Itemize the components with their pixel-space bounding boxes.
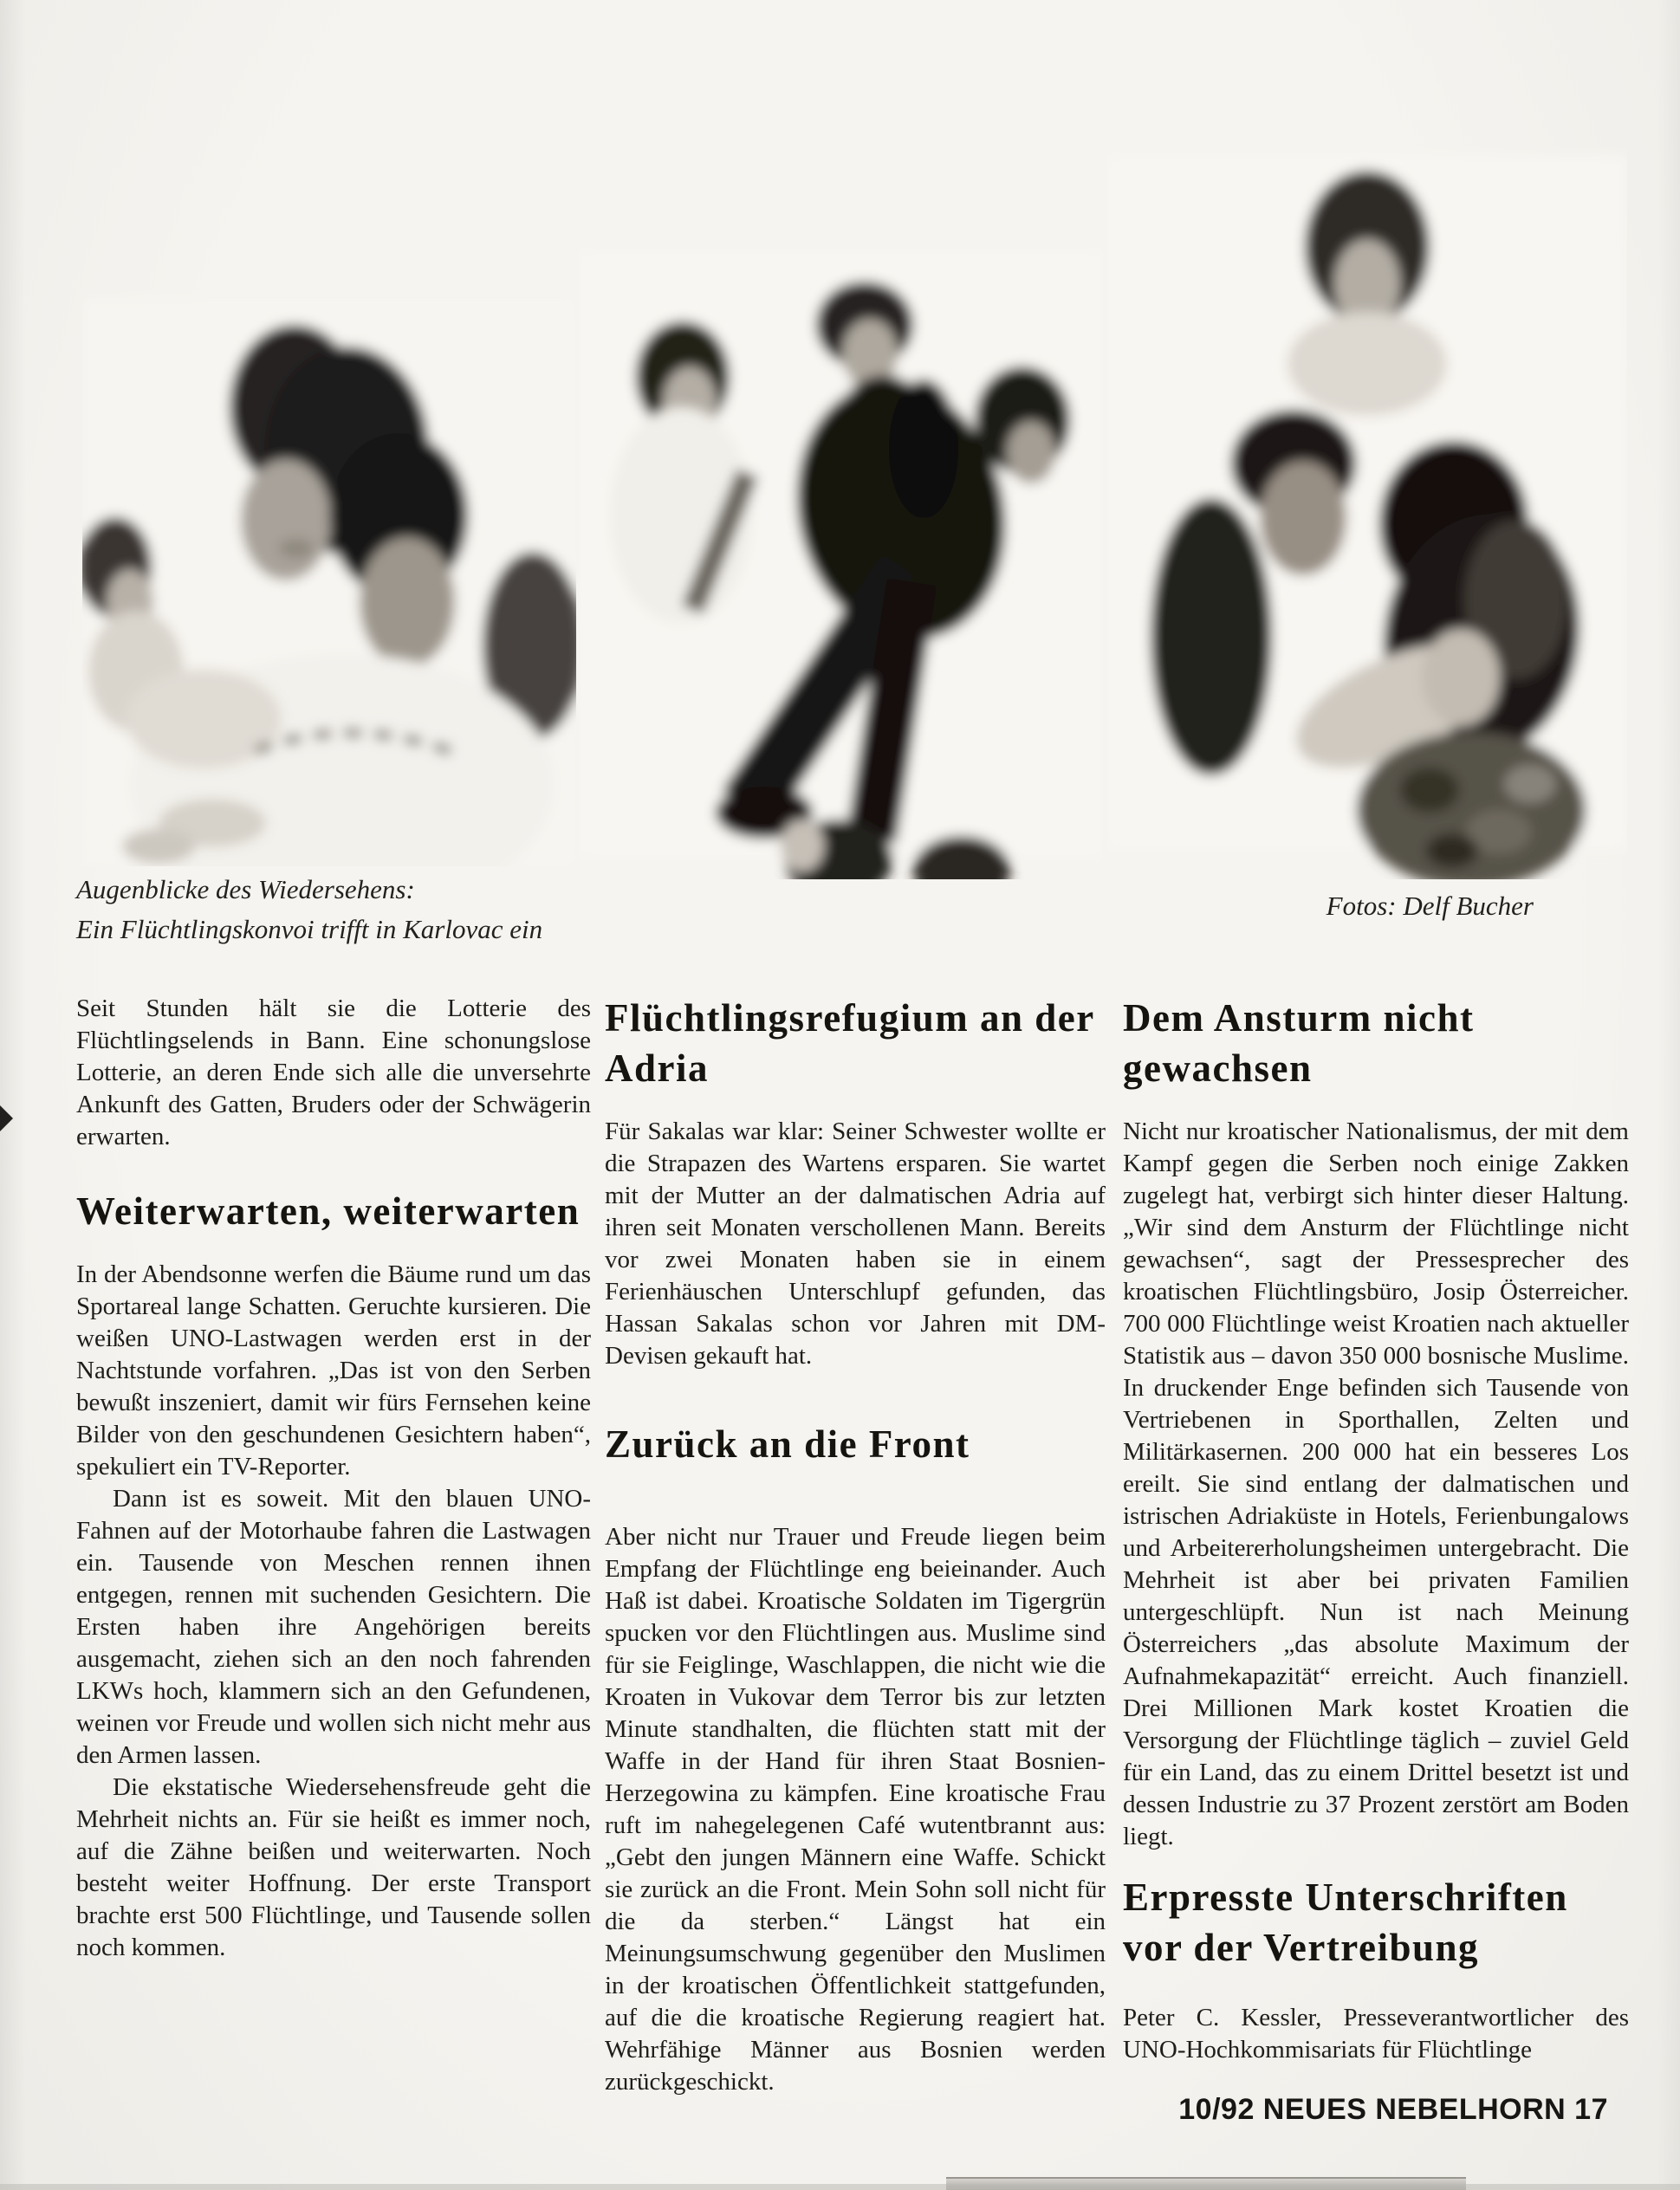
photo-middle-art [579, 217, 1103, 879]
col2-paragraph-2: Aber nicht nur Trauer und Freude liegen beim Empfang der Flüchtlinge eng beieinander. Auch Haß ist dabei. Kroatische Soldaten im Tigergrün spucken vor den Flüchtlingen aus. Muslime sind für sie Feiglinge, Waschlappen, die nicht wie die Kroaten in Vukovar dem Terror bis zur letzten Minute standhalten, die flüchten statt mit der Waffe in der Hand für ihren Staat Bosnien-Herzegowina zu kämpfen. Eine kroatische Frau ruft im nahegelegenen Café wutentbrannt aus: „Gebt den jungen Männern eine Waffe. Schickt sie zurück an die Front. Mein Sohn soll nicht für die da sterben.“ Längst hat ein Meinungsumschwung gegenüber den Muslimen in der kroatischen Öffentlichkeit stattgefunden, auf die die kroatische Regierung reagiert hat. Wehrfähige Männer aus Bosnien werden zurückgeschickt. [605, 1523, 1106, 2096]
col2-heading-1: Flüchtlingsrefugium an der Adria [605, 996, 1094, 1090]
photo-left [82, 221, 576, 866]
photo-left-art [82, 221, 576, 866]
col3-heading-1: Dem Ansturm nicht gewachsen [1123, 996, 1475, 1090]
column-3 [1123, 993, 1629, 2066]
photo-caption [76, 870, 631, 949]
col3-paragraph-1: Nicht nur kroatischer Nationalismus, der mit dem Kampf gegen die Serben noch einige Zakken zugelegt hat, verbirgt sich hinter dieser Haltung. „Wir sind dem Ansturm der Flüchtlinge nicht gewachsen“, sagt der Pressesprecher des kroatischen Flüchtlingsbüro, Josip Österreicher. 700 000 Flüchtlinge weist Kroatien nach aktueller Statistik aus – davon 350 000 bosnische Muslime. In druckender Enge befinden sich Tausende von Vertriebenen in Sporthallen, Zelten und Militärkasernen. 200 000 hat ein besseres Los ereilt. Sie sind entlang der dalmatischen und istrischen Adriaküste in Hotels, Ferienbungalows und Arbeitererholungsheimen untergebracht. Die Mehrheit ist aber bei privaten Familien untergeschlüpft. Nun ist nach Meinung Österreichers „das absolute Maximum der Aufnahmekapazität“ erreicht. Auch finanziell. Drei Millionen Mark kostet Kroatien die Versorgung der Flüchtlinge täglich – zuviel Geld für ein Land, das zu einem Drittel besetzt ist und dessen Industrie zu 37 Prozent zerstört am Boden liegt. [1123, 1118, 1629, 1850]
photo-credit: Fotos: Delf Bucher [1326, 891, 1534, 921]
page-footer: 10/92 NEUES NEBELHORN 17 [1178, 2093, 1608, 2126]
col2-heading-2: Zurück an die Front [605, 1422, 970, 1466]
photo-caption-line2: Ein Flüchtlingskonvoi trifft in Karlovac ein [76, 914, 543, 944]
col1-paragraph-1: In der Abendsonne werfen die Bäume rund um das Sportareal lange Schatten. Geruchte kursieren. Die weißen UNO-Lastwagen werden erst in der Nachtstunde vorfahren. „Das ist von den Serben bewußt inszeniert, damit wir fürs Fernsehen keine Bilder von den geschundenen Gesichtern haben“, spekuliert ein TV-Reporter. [76, 1260, 591, 1481]
col1-paragraph-3: Die ekstatische Wiedersehensfreude geht die Mehrheit nichts an. Für sie heißt es immer noch, auf die Zähne beißen und weiterwarten. Noch besteht weiter Hoffnung. Der erste Transport brachte erst 500 Flüchtlinge, und Tausende sollen noch kommen. [76, 1773, 591, 1961]
col1-heading: Weiterwarten, weiterwarten [76, 1189, 581, 1233]
photo-right-art [1107, 147, 1627, 879]
column-1 [76, 993, 591, 1964]
col1-paragraph-2: Dann ist es soweit. Mit den blauen UNO-Fahnen auf der Motorhaube fahren die Lastwagen ein. Tausende von Meschen rennen ihnen entgegen, rennen mit suchenden Gesichtern. Die Ersten haben ihre Angehörigen bereits ausgemacht, ziehen sich an den noch fahrenden LKWs hoch, klammern sich an den Gefundenen, weinen vor Freude und wollen sich nicht mehr aus den Armen lassen. [76, 1485, 591, 1769]
scan-bottom-edge [0, 2184, 1680, 2190]
col1-intro-paragraph: Seit Stunden hält sie die Lotterie des Flüchtlingselends in Bann. Eine schonungslose Lotterie, an deren Ende sich alle die unversehrte Ankunft des Gatten, Bruders oder der Schwägerin erwarten. [76, 995, 591, 1150]
scan-edge-mark [0, 1105, 13, 1131]
col2-paragraph-1: Für Sakalas war klar: Seiner Schwester wollte er die Strapazen des Wartens ersparen. Sie wartet mit der Mutter an der dalmatischen Adria auf ihren seit Monaten verschollenen Mann. Bereits vor zwei Monaten haben sie in einem Ferienhäuschen Unterschlupf gefunden, das Hassan Sakalas schon vor Jahren mit DM-Devisen gekauft hat. [605, 1118, 1106, 1370]
column-2 [605, 993, 1106, 2098]
photo-right [1107, 147, 1627, 879]
photo-middle [579, 217, 1103, 879]
col3-paragraph-2: Peter C. Kessler, Presseverantwortlicher des UNO-Hochkommisariats für Flüchtlinge [1123, 2004, 1629, 2064]
photo-caption-line1: Augenblicke des Wiedersehens: [76, 874, 415, 904]
col3-heading-2: Erpresste Unterschriften vor der Vertreibung [1123, 1876, 1568, 1969]
